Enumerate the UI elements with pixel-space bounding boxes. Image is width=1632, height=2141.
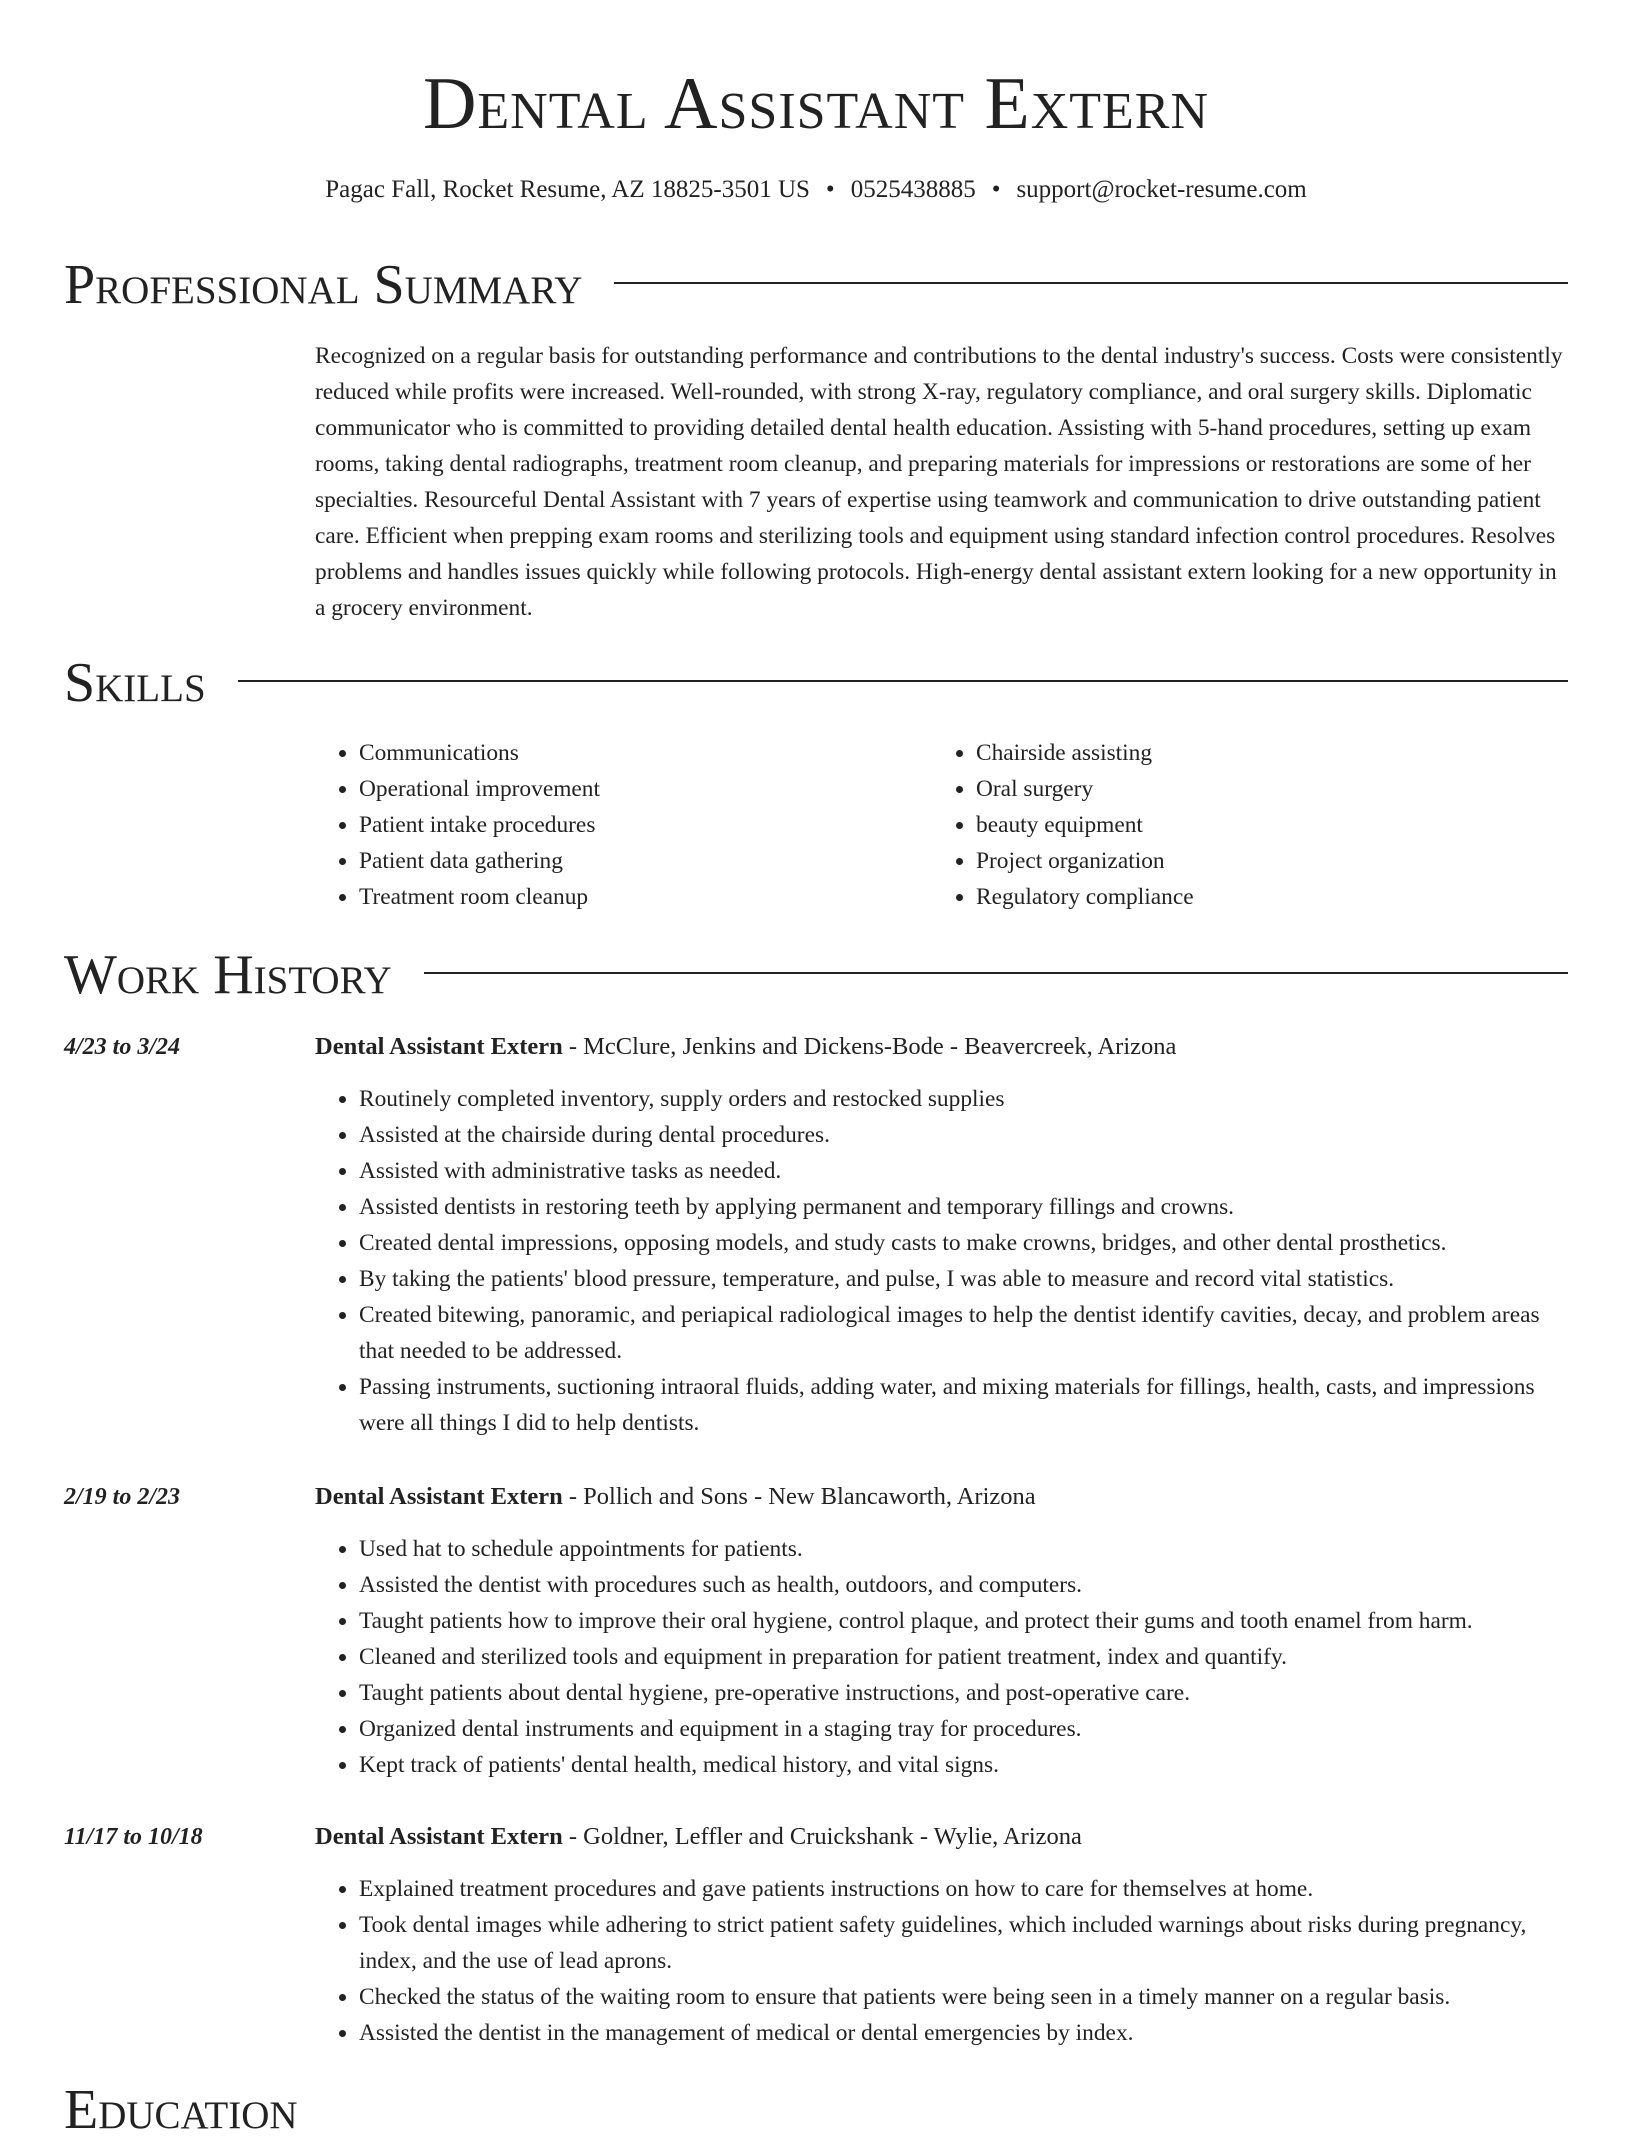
skill-item: • Treatment room cleanup — [359, 879, 600, 915]
job-duties — [315, 1081, 1570, 1441]
job-header — [315, 1479, 1036, 1515]
job-employer: - McClure, Jenkins and Dickens-Bode - Beavercreek, Arizona — [562, 1033, 1177, 1060]
job-duty: • Routinely completed inventory, supply orders and restocked supplies — [359, 1081, 1570, 1117]
job-duty: • Checked the status of the waiting room to ensure that patients were being seen in a timely manner on a regular basis. — [359, 1979, 1570, 2015]
contact-separator: • — [825, 176, 835, 203]
job-duty: • Assisted with administrative tasks as needed. — [359, 1153, 1570, 1189]
job-employer: - Goldner, Leffler and Cruickshank - Wylie, Arizona — [562, 1823, 1082, 1850]
contact-address: Pagac Fall, Rocket Resume, AZ 18825-3501 US — [325, 176, 810, 203]
job-date: 2/19 to 2/23 — [64, 1484, 181, 1510]
contact-email: support@rocket-resume.com — [1016, 176, 1307, 203]
job-title: Dental Assistant Extern — [315, 1823, 563, 1850]
skill-item: • Patient data gathering — [359, 843, 600, 879]
skill-item: • Communications — [359, 735, 600, 771]
job-duties — [315, 1871, 1570, 2051]
job-duty: • Assisted the dentist in the management of medical or dental emergencies by index. — [359, 2015, 1570, 2051]
summary-section-header — [64, 254, 1568, 316]
contact-phone: 0525438885 — [850, 176, 976, 203]
education-title: Education — [64, 2079, 298, 2141]
job-duty: • Assisted dentists in restoring teeth by applying permanent and temporary fillings and crowns. — [359, 1189, 1570, 1225]
job-employer: - Pollich and Sons - New Blancaworth, Arizona — [562, 1483, 1036, 1510]
work-section-header — [64, 944, 1568, 1006]
skills-section-header — [64, 652, 1568, 714]
job-duty: • By taking the patients' blood pressure, temperature, and pulse, I was able to measure and record vital statistics. — [359, 1261, 1570, 1297]
contact-separator: • — [991, 176, 1001, 203]
skills-right-column — [932, 735, 1194, 915]
job-duty: • Taught patients how to improve their oral hygiene, control plaque, and protect their gums and tooth enamel from harm. — [359, 1603, 1570, 1639]
job-duty: • Cleaned and sterilized tools and equipment in preparation for patient treatment, index and quantify. — [359, 1639, 1570, 1675]
skill-item: • beauty equipment — [976, 807, 1194, 843]
job-duty: • Assisted the dentist with procedures such as health, outdoors, and computers. — [359, 1567, 1570, 1603]
job-duty: • Explained treatment procedures and gave patients instructions on how to care for themselves at home. — [359, 1871, 1570, 1907]
candidate-name: Dental Assistant Extern — [422, 63, 1210, 145]
job-duty: • Taught patients about dental hygiene, pre-operative instructions, and post-operative care. — [359, 1675, 1570, 1711]
job-title: Dental Assistant Extern — [315, 1033, 563, 1060]
skill-item: • Patient intake procedures — [359, 807, 600, 843]
contact-line — [0, 174, 1632, 206]
skill-item: • Regulatory compliance — [976, 879, 1194, 915]
job-date: 11/17 to 10/18 — [64, 1824, 203, 1850]
job-title: Dental Assistant Extern — [315, 1483, 563, 1510]
job-header — [315, 1819, 1082, 1855]
skills-left-column — [315, 735, 600, 915]
job-duty: • Passing instruments, suctioning intraoral fluids, adding water, and mixing materials for fillings, health, casts, and impressions were all things I did to help dentists. — [359, 1369, 1570, 1441]
job-duty: • Kept track of patients' dental health, medical history, and vital signs. — [359, 1747, 1570, 1783]
summary-text: Recognized on a regular basis for outstanding performance and contributions to the dental industry's success. Costs were consistently reduced while profits were increased. Well-rounded, with strong X-ray, regulatory compliance, and oral surgery skills. Diplomatic communicator who is committed to providing detailed dental health education. Assisting with 5-hand procedures, setting up exam rooms, taking dental radiographs, treatment room cleanup, and preparing materials for impressions or restorations are some of her specialties. Resourceful Dental Assistant with 7 years of expertise using teamwork and communication to drive outstanding patient care. Efficient when prepping exam rooms and sterilizing tools and equipment using standard infection control procedures. Resolves problems and handles issues quickly while following protocols. High-energy dental assistant extern looking for a new opportunity in a grocery environment. — [315, 343, 1563, 621]
job-duty: • Used hat to schedule appointments for patients. — [359, 1531, 1570, 1567]
job-header — [315, 1029, 1176, 1065]
job-date: 4/23 to 3/24 — [64, 1034, 181, 1060]
job-duty: • Assisted at the chairside during dental procedures. — [359, 1117, 1570, 1153]
skill-item: • Project organization — [976, 843, 1194, 879]
section-divider — [238, 680, 1568, 682]
job-duty: • Organized dental instruments and equipment in a staging tray for procedures. — [359, 1711, 1570, 1747]
education-section-header — [64, 2079, 1568, 2141]
job-duty: • Created dental impressions, opposing models, and study casts to make crowns, bridges, and other dental prosthetics. — [359, 1225, 1570, 1261]
job-duty: • Took dental images while adhering to strict patient safety guidelines, which included warnings about risks during pregnancy, index, and the use of lead aprons. — [359, 1907, 1570, 1979]
job-duty: • Created bitewing, panoramic, and periapical radiological images to help the dentist identify cavities, decay, and problem areas that needed to be addressed. — [359, 1297, 1570, 1369]
skill-item: • Operational improvement — [359, 771, 600, 807]
section-divider — [614, 282, 1568, 284]
skill-item: • Chairside assisting — [976, 735, 1194, 771]
skills-title: Skills — [64, 652, 206, 714]
work-title: Work History — [64, 944, 392, 1006]
job-duties — [315, 1531, 1570, 1783]
summary-title: Professional Summary — [64, 254, 583, 316]
section-divider — [424, 972, 1568, 974]
skill-item: • Oral surgery — [976, 771, 1194, 807]
